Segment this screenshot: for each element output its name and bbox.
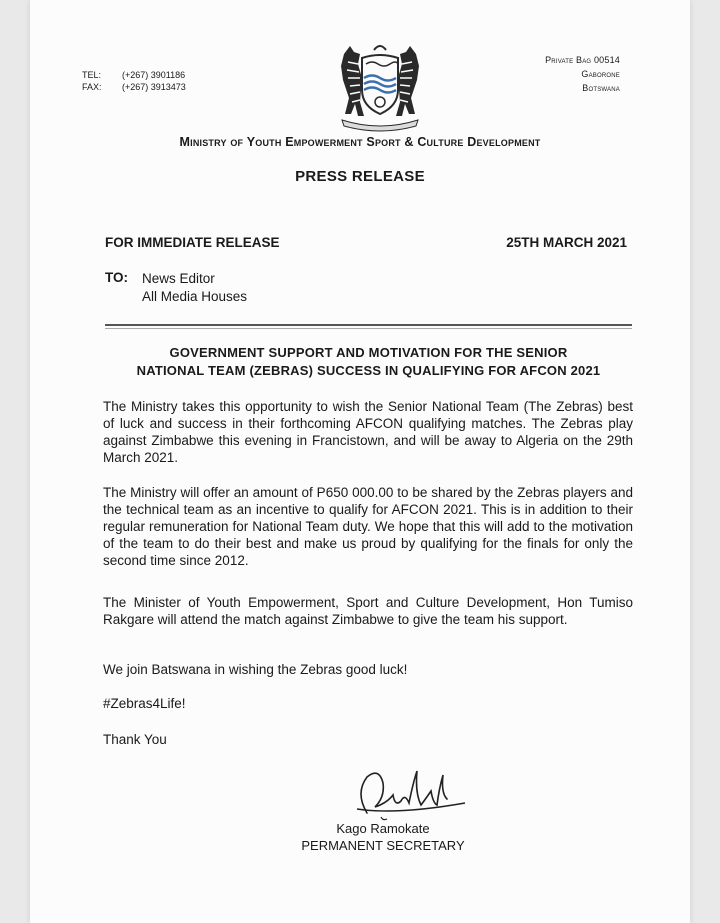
fax-label: FAX: [82,82,102,92]
divider-line-thin [105,328,632,329]
contact-block [82,69,186,93]
recipient-1: News Editor [142,271,215,286]
address-line-1: Private Bag 00514 [545,55,620,65]
address-line-2: Gaborone [581,69,620,79]
ministry-name: Ministry of Youth Empowerment Sport & Culture Development [179,135,541,149]
hashtag: #Zebras4Life! [103,696,186,711]
headline-line-2: NATIONAL TEAM (ZEBRAS) SUCCESS IN QUALIFYING FOR AFCON 2021 [136,363,601,378]
tel-row [82,69,186,81]
release-type: FOR IMMEDIATE RELEASE [105,235,280,250]
signatory-title: PERMANENT SECRETARY [301,838,465,853]
tel-label: TEL: [82,70,102,80]
botswana-coat-of-arms-icon [322,40,438,132]
recipients-label: TO: [105,270,128,285]
body-paragraph-1: The Ministry takes this opportunity to wish the Senior National Team (The Zebras) best of luck and success in their forthcoming AFCON qualifying matches. The Zebras play against Zimbabwe this evening in Francistown, and will be away to Algeria on the 29th March 2021. [103,399,633,465]
body-paragraph-2: The Ministry will offer an amount of P650 000.00 to be shared by the Zebras players and the technical team as an incentive to qualify for AFCON 2021. This is in addition to their regular remuneration for National Team duty. We hope that this will add to the motivation of the team to do their best and make us proud by qualifying for the finals for only the second time since 2012. [103,485,633,568]
fax-row [82,81,186,93]
headline [100,344,637,380]
body-paragraph-4: We join Batswana in wishing the Zebras good luck! [103,662,408,677]
signatory-block [270,820,496,854]
recipient-2: All Media Houses [142,289,248,304]
tel-value: (+267) 3901186 [122,70,186,80]
handwritten-signature-icon [337,763,467,823]
body-paragraph-3: The Minister of Youth Empowerment, Sport and Culture Development, Hon Tumiso Rakgare will attend the match against Zimbabwe to give the team his support. [103,595,633,627]
headline-line-1: GOVERNMENT SUPPORT AND MOTIVATION FOR THE SENIOR [169,345,568,360]
recipients-list [142,270,247,306]
postal-address [545,53,620,95]
press-release-page [30,0,690,923]
closing: Thank You [103,732,167,747]
address-line-3: Botswana [582,83,620,93]
fax-value: (+267) 3913473 [122,82,186,92]
release-date: 25TH MARCH 2021 [506,235,627,250]
signatory-name: Kago Ramokate [336,821,430,836]
document-title: PRESS RELEASE [295,168,425,185]
divider-line [105,324,632,326]
